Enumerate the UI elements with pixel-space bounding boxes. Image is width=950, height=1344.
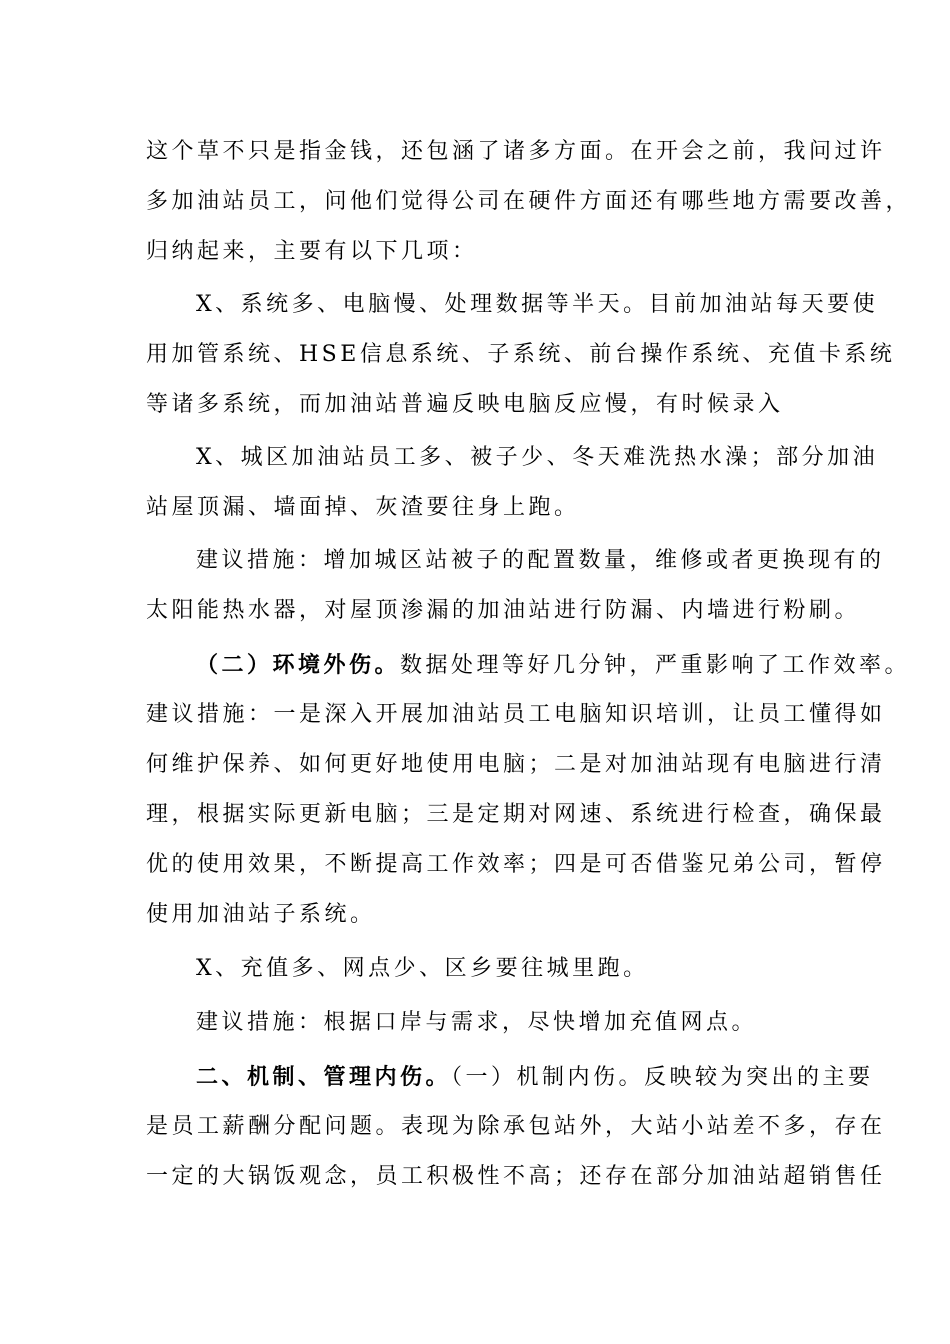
paragraph-line: 使用加油站子系统。 xyxy=(146,902,376,927)
paragraph-line: 一定的大锅饭观念，员工积极性不高；还存在部分加油站超销售任 xyxy=(146,1164,886,1189)
section-heading: （二）环境外伤。 xyxy=(196,652,401,678)
paragraph-line: 建议措施：增加城区站被子的配置数量，维修或者更换现有的 xyxy=(196,548,885,573)
paragraph-text: （一）机制内伤。反映较为突出的主要 xyxy=(451,1065,874,1090)
paragraph-line: 何维护保养、如何更好地使用电脑；二是对加油站现有电脑进行清 xyxy=(146,752,886,777)
paragraph-line: 站屋顶漏、墙面掉、灰渣要往身上跑。 xyxy=(146,495,580,520)
paragraph-line-heading xyxy=(196,1062,874,1093)
paragraph-line: 建议措施：一是深入开展加油站员工电脑知识培训，让员工懂得如 xyxy=(146,702,886,727)
paragraph-line: 多加油站员工，问他们觉得公司在硬件方面还有哪些地方需要改善， xyxy=(146,189,912,214)
paragraph-line: X、充值多、网点少、区乡要往城里跑。 xyxy=(196,956,649,981)
paragraph-line: 用加管系统、HSE信息系统、子系统、前台操作系统、充值卡系统 xyxy=(146,342,896,367)
paragraph-line-heading xyxy=(196,650,910,681)
paragraph-text: 数据处理等好几分钟，严重影响了工作效率。 xyxy=(400,653,911,678)
paragraph-line: 这个草不只是指金钱，还包涵了诸多方面。在开会之前，我问过许 xyxy=(146,139,886,164)
paragraph-line: X、系统多、电脑慢、处理数据等半天。目前加油站每天要使 xyxy=(196,292,879,317)
paragraph-line: 建议措施：根据口岸与需求，尽快增加充值网点。 xyxy=(196,1010,758,1035)
paragraph-line: 太阳能热水器，对屋顶渗漏的加油站进行防漏、内墙进行粉刷。 xyxy=(146,598,861,623)
paragraph-line: X、城区加油站员工多、被子少、冬天难洗热水澡；部分加油 xyxy=(196,445,879,470)
section-heading: 二、机制、管理内伤。 xyxy=(196,1064,452,1090)
paragraph-line: 是员工薪酬分配问题。表现为除承包站外，大站小站差不多，存在 xyxy=(146,1114,886,1139)
paragraph-line: 等诸多系统，而加油站普遍反映电脑反应慢，有时候录入 xyxy=(146,392,784,417)
paragraph-line: 优的使用效果，不断提高工作效率；四是可否借鉴兄弟公司，暂停 xyxy=(146,852,886,877)
paragraph-line: 理，根据实际更新电脑；三是定期对网速、系统进行检查，确保最 xyxy=(146,802,886,827)
paragraph-line: 归纳起来，主要有以下几项： xyxy=(146,239,478,264)
